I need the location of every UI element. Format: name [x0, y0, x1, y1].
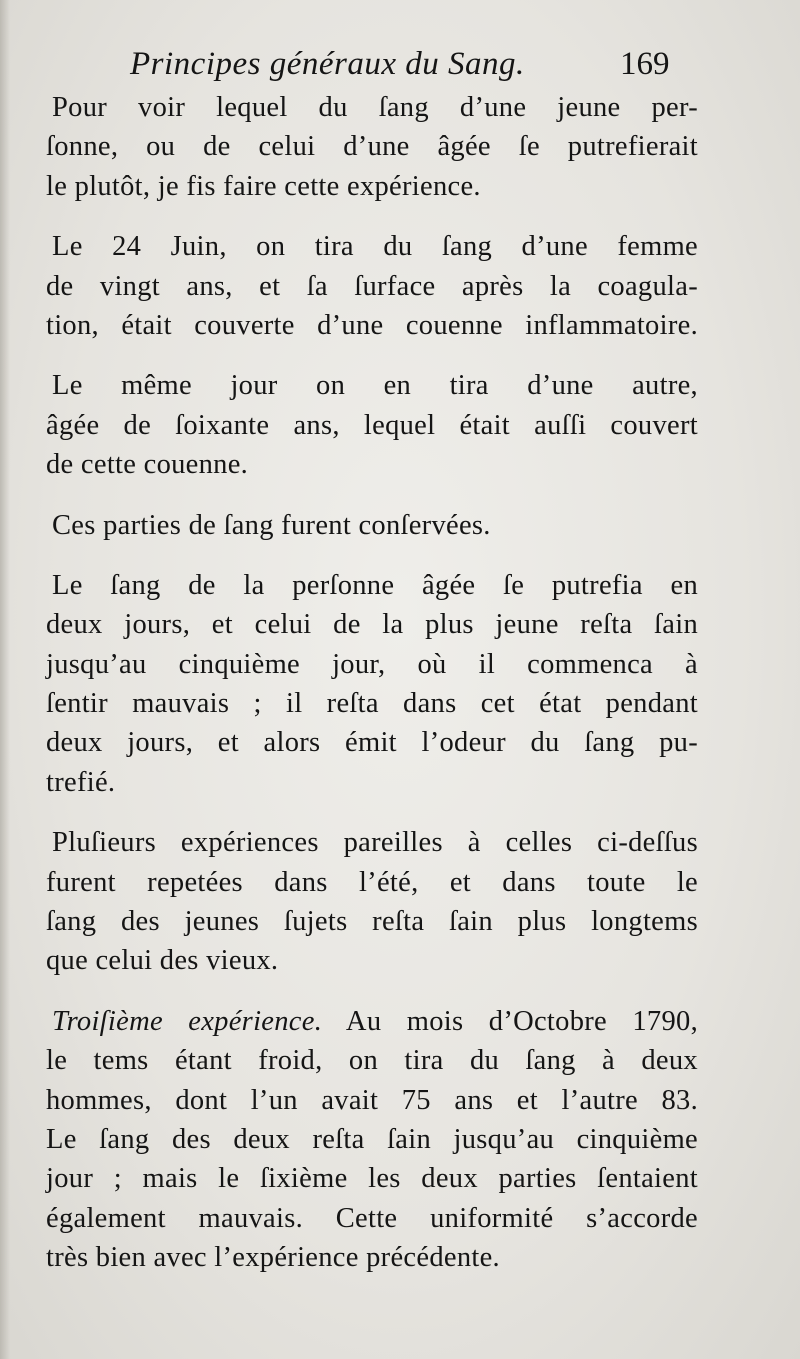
- text-line: furent repetées dans l’été, et dans toute le: [46, 866, 698, 898]
- paragraph-6: [46, 823, 698, 981]
- paragraph-3: [46, 366, 698, 484]
- text-line: ſentir mauvais ; il reſta dans cet état pendant: [46, 688, 698, 720]
- text-line: que celui des vieux.: [46, 945, 279, 977]
- text-line: Pour voir lequel du ſang d’une jeune per-: [52, 92, 698, 123]
- text-line: Le même jour on en tira d’une autre,: [52, 370, 698, 402]
- text-line: jour ; mais le ſixième les deux parties ſentaient: [46, 1163, 698, 1195]
- paragraph-7: [46, 1002, 698, 1278]
- text-line: trefié.: [46, 766, 116, 798]
- text-line: Pluſieurs expériences pareilles à celles ci-deſſus: [52, 827, 698, 859]
- running-title: Principes généraux du Sang.: [130, 46, 525, 82]
- text-line: deux jours, et alors émit l’odeur du ſang pu-: [46, 727, 698, 759]
- text-line: Ces parties de ſang furent conſervées.: [52, 509, 491, 541]
- section-lead-italic: Troiſième expérience.: [52, 1005, 323, 1037]
- text-line: tion, était couverte d’une couenne inflammatoire.: [46, 309, 698, 341]
- paragraph-1: [46, 88, 698, 206]
- text-line: le tems étant froid, on tira du ſang à deux: [46, 1045, 698, 1077]
- text-line: âgée de ſoixante ans, lequel était auſſi couvert: [46, 409, 698, 441]
- page-number: 169: [620, 46, 670, 82]
- text-line: de cette couenne.: [46, 449, 249, 481]
- text-line: [46, 1002, 698, 1041]
- page-header: [0, 38, 800, 94]
- page-gutter-shadow: [0, 0, 10, 1359]
- text-line: ſang des jeunes ſujets reſta ſain plus longtems: [46, 906, 698, 938]
- text-line: également mauvais. Cette uniformité s’accorde: [46, 1202, 698, 1234]
- text-line: Le ſang des deux reſta ſain jusqu’au cinquième: [46, 1123, 698, 1155]
- text-line: très bien avec l’expérience précédente.: [46, 1242, 500, 1274]
- text-line-rest: Au mois d’Octobre 1790,: [322, 1005, 699, 1037]
- text-line: le plutôt, je fis faire cette expérience.: [46, 170, 481, 202]
- text-line: jusqu’au cinquième jour, où il commenca à: [46, 648, 698, 680]
- paragraph-4: [46, 506, 698, 545]
- text-line: deux jours, et celui de la plus jeune reſta ſain: [46, 609, 698, 641]
- text-line: Le ſang de la perſonne âgée ſe putrefia en: [52, 569, 698, 601]
- body-text: [46, 88, 698, 1299]
- paragraph-5: [46, 566, 698, 802]
- text-line: de vingt ans, et ſa ſurface après la coagula-: [46, 270, 698, 302]
- text-line: hommes, dont l’un avait 75 ans et l’autre 83.: [46, 1084, 698, 1116]
- text-line: ſonne, ou de celui d’une âgée ſe putrefierait: [46, 131, 698, 163]
- text-line: Le 24 Juin, on tira du ſang d’une femme: [52, 231, 698, 263]
- paragraph-2: [46, 227, 698, 345]
